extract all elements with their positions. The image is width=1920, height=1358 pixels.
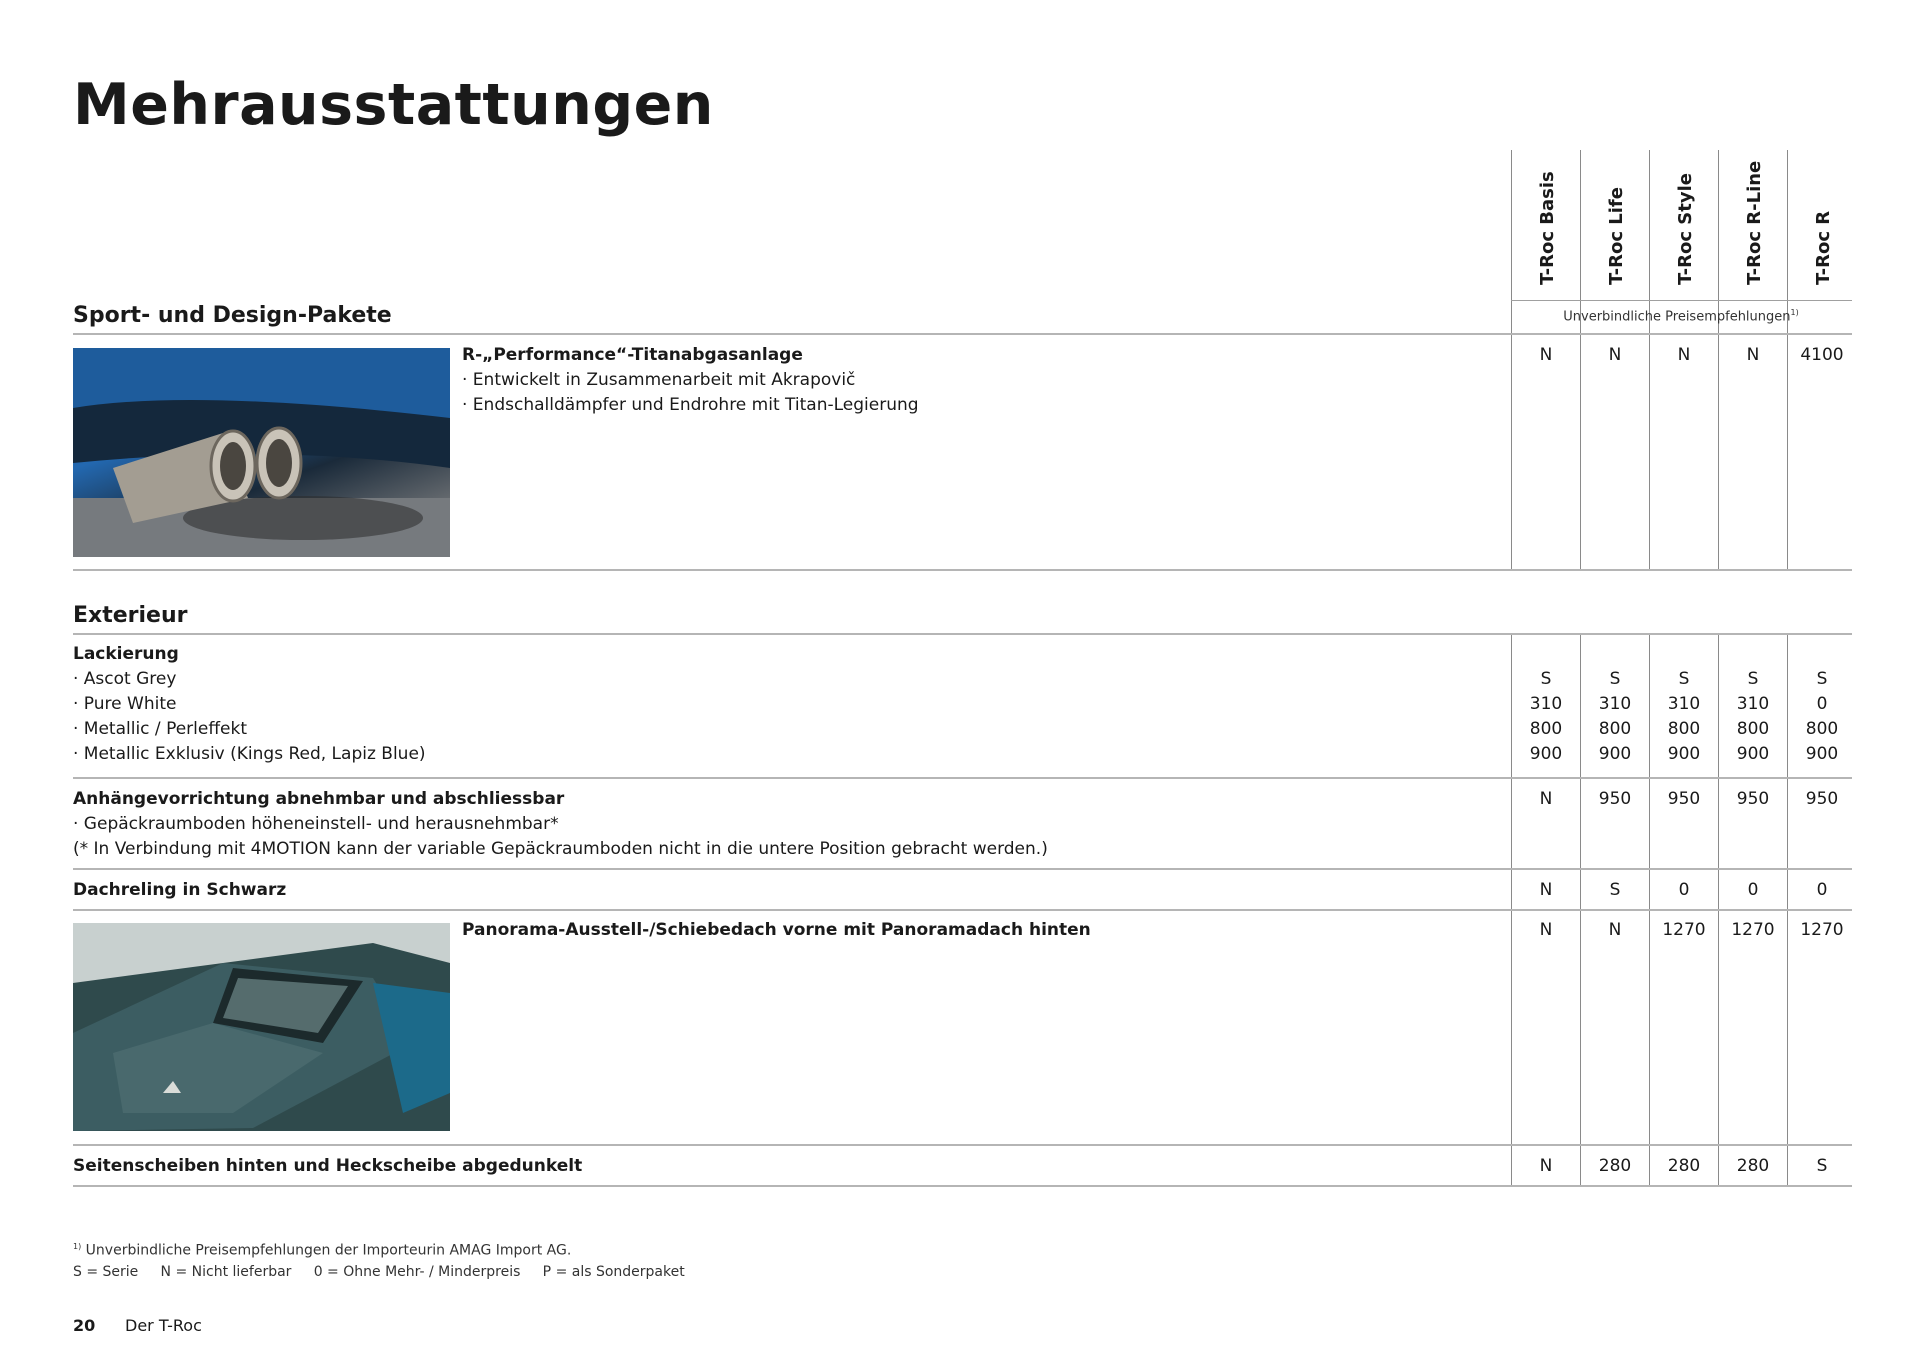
price-cell: 310 — [1529, 694, 1563, 714]
price-cell: 900 — [1805, 744, 1839, 764]
column-header-label: T-Roc Life — [1606, 187, 1627, 285]
price-cell: S — [1609, 880, 1621, 900]
exhaust-photo — [73, 348, 450, 557]
row-title: Anhängevorrichtung abnehmbar und abschliessbar — [73, 789, 565, 809]
price-cell: 900 — [1667, 744, 1701, 764]
section-rule — [73, 633, 1852, 635]
price-cell: 800 — [1805, 719, 1839, 739]
price-cell: 800 — [1667, 719, 1701, 739]
price-cell: 280 — [1667, 1156, 1701, 1176]
row-title: Seitenscheiben hinten und Heckscheibe abgedunkelt — [73, 1156, 583, 1176]
row-rule — [73, 777, 1852, 779]
price-cell: N — [1539, 880, 1553, 900]
price-cell: 310 — [1667, 694, 1701, 714]
price-cell: 280 — [1598, 1156, 1632, 1176]
section-rule — [73, 333, 1852, 335]
row-rule — [73, 1144, 1852, 1146]
price-cell: 1270 — [1731, 920, 1775, 940]
column-header-label: T-Roc R-Line — [1744, 160, 1765, 285]
price-cell: 950 — [1598, 789, 1632, 809]
column-header-style — [1652, 145, 1720, 285]
price-cell: 1270 — [1800, 920, 1844, 940]
price-cell: 1270 — [1662, 920, 1706, 940]
footnote-legend — [73, 1264, 685, 1280]
price-cell: N — [1539, 1156, 1553, 1176]
price-cell: N — [1608, 920, 1622, 940]
row-bullet: · Gepäckraumboden höheneinstell- und herausnehmbar* — [73, 814, 559, 834]
section-heading-exterieur: Exterieur — [73, 603, 188, 628]
section-heading-sport: Sport- und Design-Pakete — [73, 303, 392, 328]
column-header-basis — [1514, 145, 1582, 285]
price-cell: 0 — [1678, 880, 1690, 900]
sunroof-illustration — [73, 923, 450, 1131]
row-rule — [73, 1185, 1852, 1187]
sunroof-photo — [73, 923, 450, 1131]
price-cell: 800 — [1529, 719, 1563, 739]
row-bullet: · Pure White — [73, 694, 177, 714]
page-title: Mehrausstattungen — [73, 72, 714, 138]
price-cell: 950 — [1736, 789, 1770, 809]
price-cell: 900 — [1598, 744, 1632, 764]
row-rule — [73, 909, 1852, 911]
price-cell: 280 — [1736, 1156, 1770, 1176]
price-cell: S — [1816, 669, 1828, 689]
price-cell: 900 — [1529, 744, 1563, 764]
price-cell: 310 — [1598, 694, 1632, 714]
price-cell: 0 — [1816, 694, 1828, 714]
column-header-label: T-Roc Style — [1675, 173, 1696, 285]
price-cell: 800 — [1736, 719, 1770, 739]
row-bullet: · Entwickelt in Zusammenarbeit mit Akrapovič — [462, 370, 856, 390]
price-cell: S — [1609, 669, 1621, 689]
legend-item: 0 = Ohne Mehr- / Minderpreis — [313, 1264, 521, 1280]
column-header-life — [1583, 145, 1651, 285]
price-cell: S — [1678, 669, 1690, 689]
page-label: Der T-Roc — [125, 1316, 202, 1335]
row-title: R-„Performance“-Titanabgasanlage — [462, 345, 803, 365]
price-cell: 0 — [1747, 880, 1759, 900]
price-note-rule — [1511, 300, 1852, 301]
row-title: Lackierung — [73, 644, 179, 664]
row-note: (* In Verbindung mit 4MOTION kann der variable Gepäckraumboden nicht in die untere Position gebracht werden.) — [73, 839, 1048, 859]
price-cell: S — [1540, 669, 1552, 689]
price-cell: N — [1539, 345, 1553, 365]
footnote-price: $^{1)}$ Unverbindliche Preisempfehlungen der Importeurin AMAG Import AG. — [73, 1242, 572, 1259]
column-header-r — [1790, 145, 1858, 285]
column-header-label: T-Roc R — [1813, 210, 1834, 285]
price-cell: N — [1608, 345, 1622, 365]
price-cell: 4100 — [1800, 345, 1844, 365]
row-title: Panorama-Ausstell-/Schiebedach vorne mit Panoramadach hinten — [462, 920, 1091, 940]
row-rule — [73, 868, 1852, 870]
row-rule — [73, 569, 1852, 571]
legend-item: S = Serie — [73, 1264, 139, 1280]
price-cell: 0 — [1816, 880, 1828, 900]
price-cell: 950 — [1805, 789, 1839, 809]
column-header-label: T-Roc Basis — [1537, 171, 1558, 285]
price-cell: 900 — [1736, 744, 1770, 764]
price-cell: S — [1816, 1156, 1828, 1176]
price-cell: N — [1746, 345, 1760, 365]
row-bullet: · Ascot Grey — [73, 669, 177, 689]
row-bullet: · Endschalldämpfer und Endrohre mit Titan-Legierung — [462, 395, 919, 415]
price-cell: 310 — [1736, 694, 1770, 714]
price-cell: N — [1539, 920, 1553, 940]
price-cell: 800 — [1598, 719, 1632, 739]
legend-item: N = Nicht lieferbar — [160, 1264, 292, 1280]
price-cell: N — [1539, 789, 1553, 809]
row-title: Dachreling in Schwarz — [73, 880, 287, 900]
page-number: 20 — [73, 1316, 96, 1335]
exhaust-illustration — [73, 348, 450, 557]
legend-item: P = als Sonderpaket — [542, 1264, 685, 1280]
column-header-rline — [1721, 145, 1789, 285]
price-cell: 950 — [1667, 789, 1701, 809]
price-cell: S — [1747, 669, 1759, 689]
row-bullet: · Metallic Exklusiv (Kings Red, Lapiz Blue) — [73, 744, 426, 764]
price-note: Unverbindliche Preisempfehlungen$^{1)}$ — [1563, 308, 1799, 325]
row-bullet: · Metallic / Perleffekt — [73, 719, 248, 739]
price-cell: N — [1677, 345, 1691, 365]
